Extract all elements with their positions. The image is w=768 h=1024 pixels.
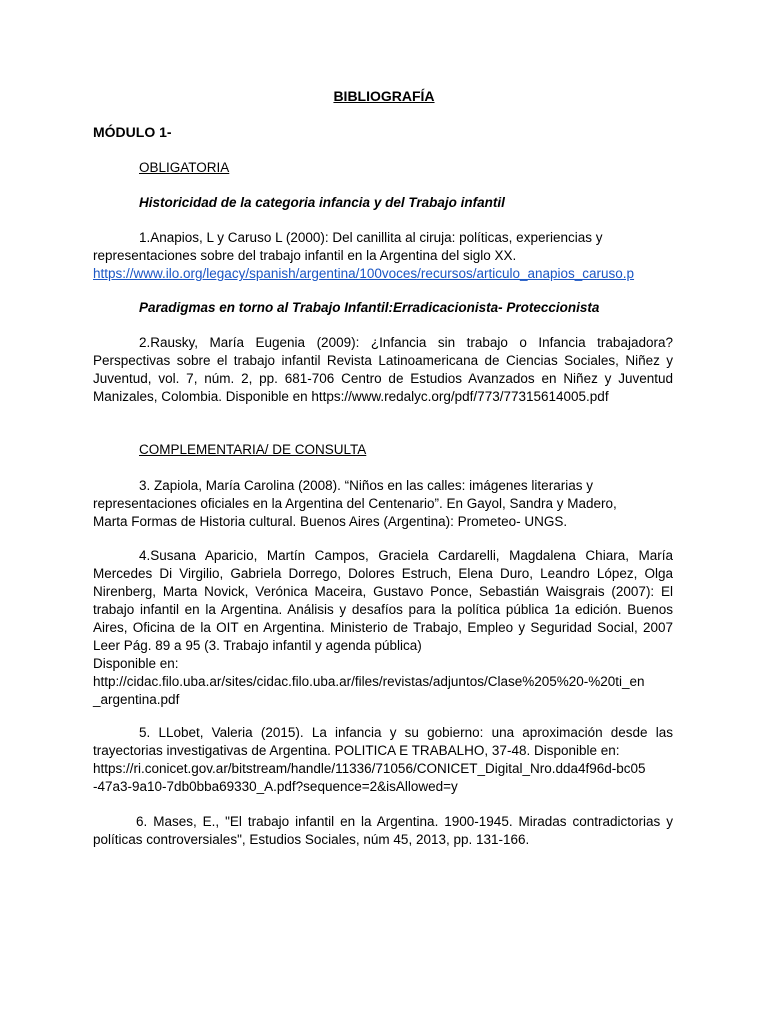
reference-5 [93, 724, 673, 796]
reference-2: 2.Rausky, María Eugenia (2009): ¿Infancia sin trabajo o Infancia trabajadora? Perspectivas sobre el trabajo infantil Revista Latinoamericana de Ciencias Sociales, Niñez y Juventud, vol. 7, núm. 2, pp. 681-706 Centro de Estudios Avanzados en Niñez y Juventud Manizales, Colombia. Disponible en https://www.redalyc.org/pdf/773/77315614005.pdf [93, 335, 673, 404]
reference-1-link[interactable]: https://www.ilo.org/legacy/spanish/argentina/100voces/recursos/articulo_anapios_caruso.p [93, 266, 635, 281]
reference-5-url-line-1: https://ri.conicet.gov.ar/bitstream/handle/11336/71056/CONICET_Digital_Nro.dda4f96d-bc05 [93, 761, 646, 776]
reference-4-url-line-2: _argentina.pdf [93, 692, 180, 707]
reference-6: 6. Mases, E., "El trabajo infantil en la Argentina. 1900-1945. Miradas contradictorias y políticas controversiales", Estudios Sociales, núm 45, 2013, pp. 131-166. [93, 814, 673, 847]
reference-1-line-1: 1.Anapios, L y Caruso L (2000): Del canillita al ciruja: políticas, experiencias y [139, 230, 603, 245]
section-label-obligatoria: OBLIGATORIA [139, 160, 230, 175]
reference-3-line-1: 3. Zapiola, María Carolina (2008). “Niños en las calles: imágenes literarias y [139, 478, 593, 493]
section-label-complementaria: COMPLEMENTARIA/ DE CONSULTA [139, 442, 367, 457]
section-heading-historicidad: Historicidad de la categoria infancia y del Trabajo infantil [139, 195, 505, 210]
module-heading: MÓDULO 1- [93, 124, 172, 140]
reference-5-url-line-2: -47a3-9a10-7db0bba69330_A.pdf?sequence=2&isAllowed=y [93, 779, 458, 794]
reference-4-available: Disponible en: [93, 656, 179, 671]
reference-3 [93, 477, 673, 531]
reference-3-line-2: representaciones oficiales en la Argentina del Centenario”. En Gayol, Sandra y Madero, [93, 496, 617, 511]
page-title: BIBLIOGRAFÍA [333, 88, 435, 104]
reference-4-body: 4.Susana Aparicio, Martín Campos, Graciela Cardarelli, Magdalena Chiara, María Mercedes Di Virgilio, Gabriela Dorrego, Dolores Estruch, Elena Duro, Leandro López, Olga Nirenberg, Marta Novick, Verónica Maceira, Gustavo Ponce, Sebastián Waisgrais (2007): El trabajo infantil en la Argentina. Análisis y desafíos para la política pública 1a edición. Buenos Aires, Oficina de la OIT en Argentina. Ministerio de Trabajo, Empleo y Seguridad Social, 2007 Leer Pág. 89 a 95 (3. Trabajo infantil y agenda pública) [93, 548, 673, 653]
reference-1-line-2: representaciones sobre del trabajo infantil en la Argentina del siglo XX. [93, 248, 517, 263]
reference-4 [93, 547, 673, 709]
reference-5-body: 5. LLobet, Valeria (2015). La infancia y su gobierno: una aproximación desde las trayectorias investigativas de Argentina. POLITICA E TRABALHO, 37-48. Disponible en: [93, 725, 673, 758]
reference-3-line-3: Marta Formas de Historia cultural. Buenos Aires (Argentina): Prometeo- UNGS. [93, 514, 568, 529]
reference-4-url-line-1: http://cidac.filo.uba.ar/sites/cidac.filo.uba.ar/files/revistas/adjuntos/Clase%205%20-%20ti_en [93, 674, 645, 689]
reference-1 [93, 229, 673, 283]
section-heading-paradigmas: Paradigmas en torno al Trabajo Infantil:Erradicacionista- Proteccionista [139, 300, 600, 315]
